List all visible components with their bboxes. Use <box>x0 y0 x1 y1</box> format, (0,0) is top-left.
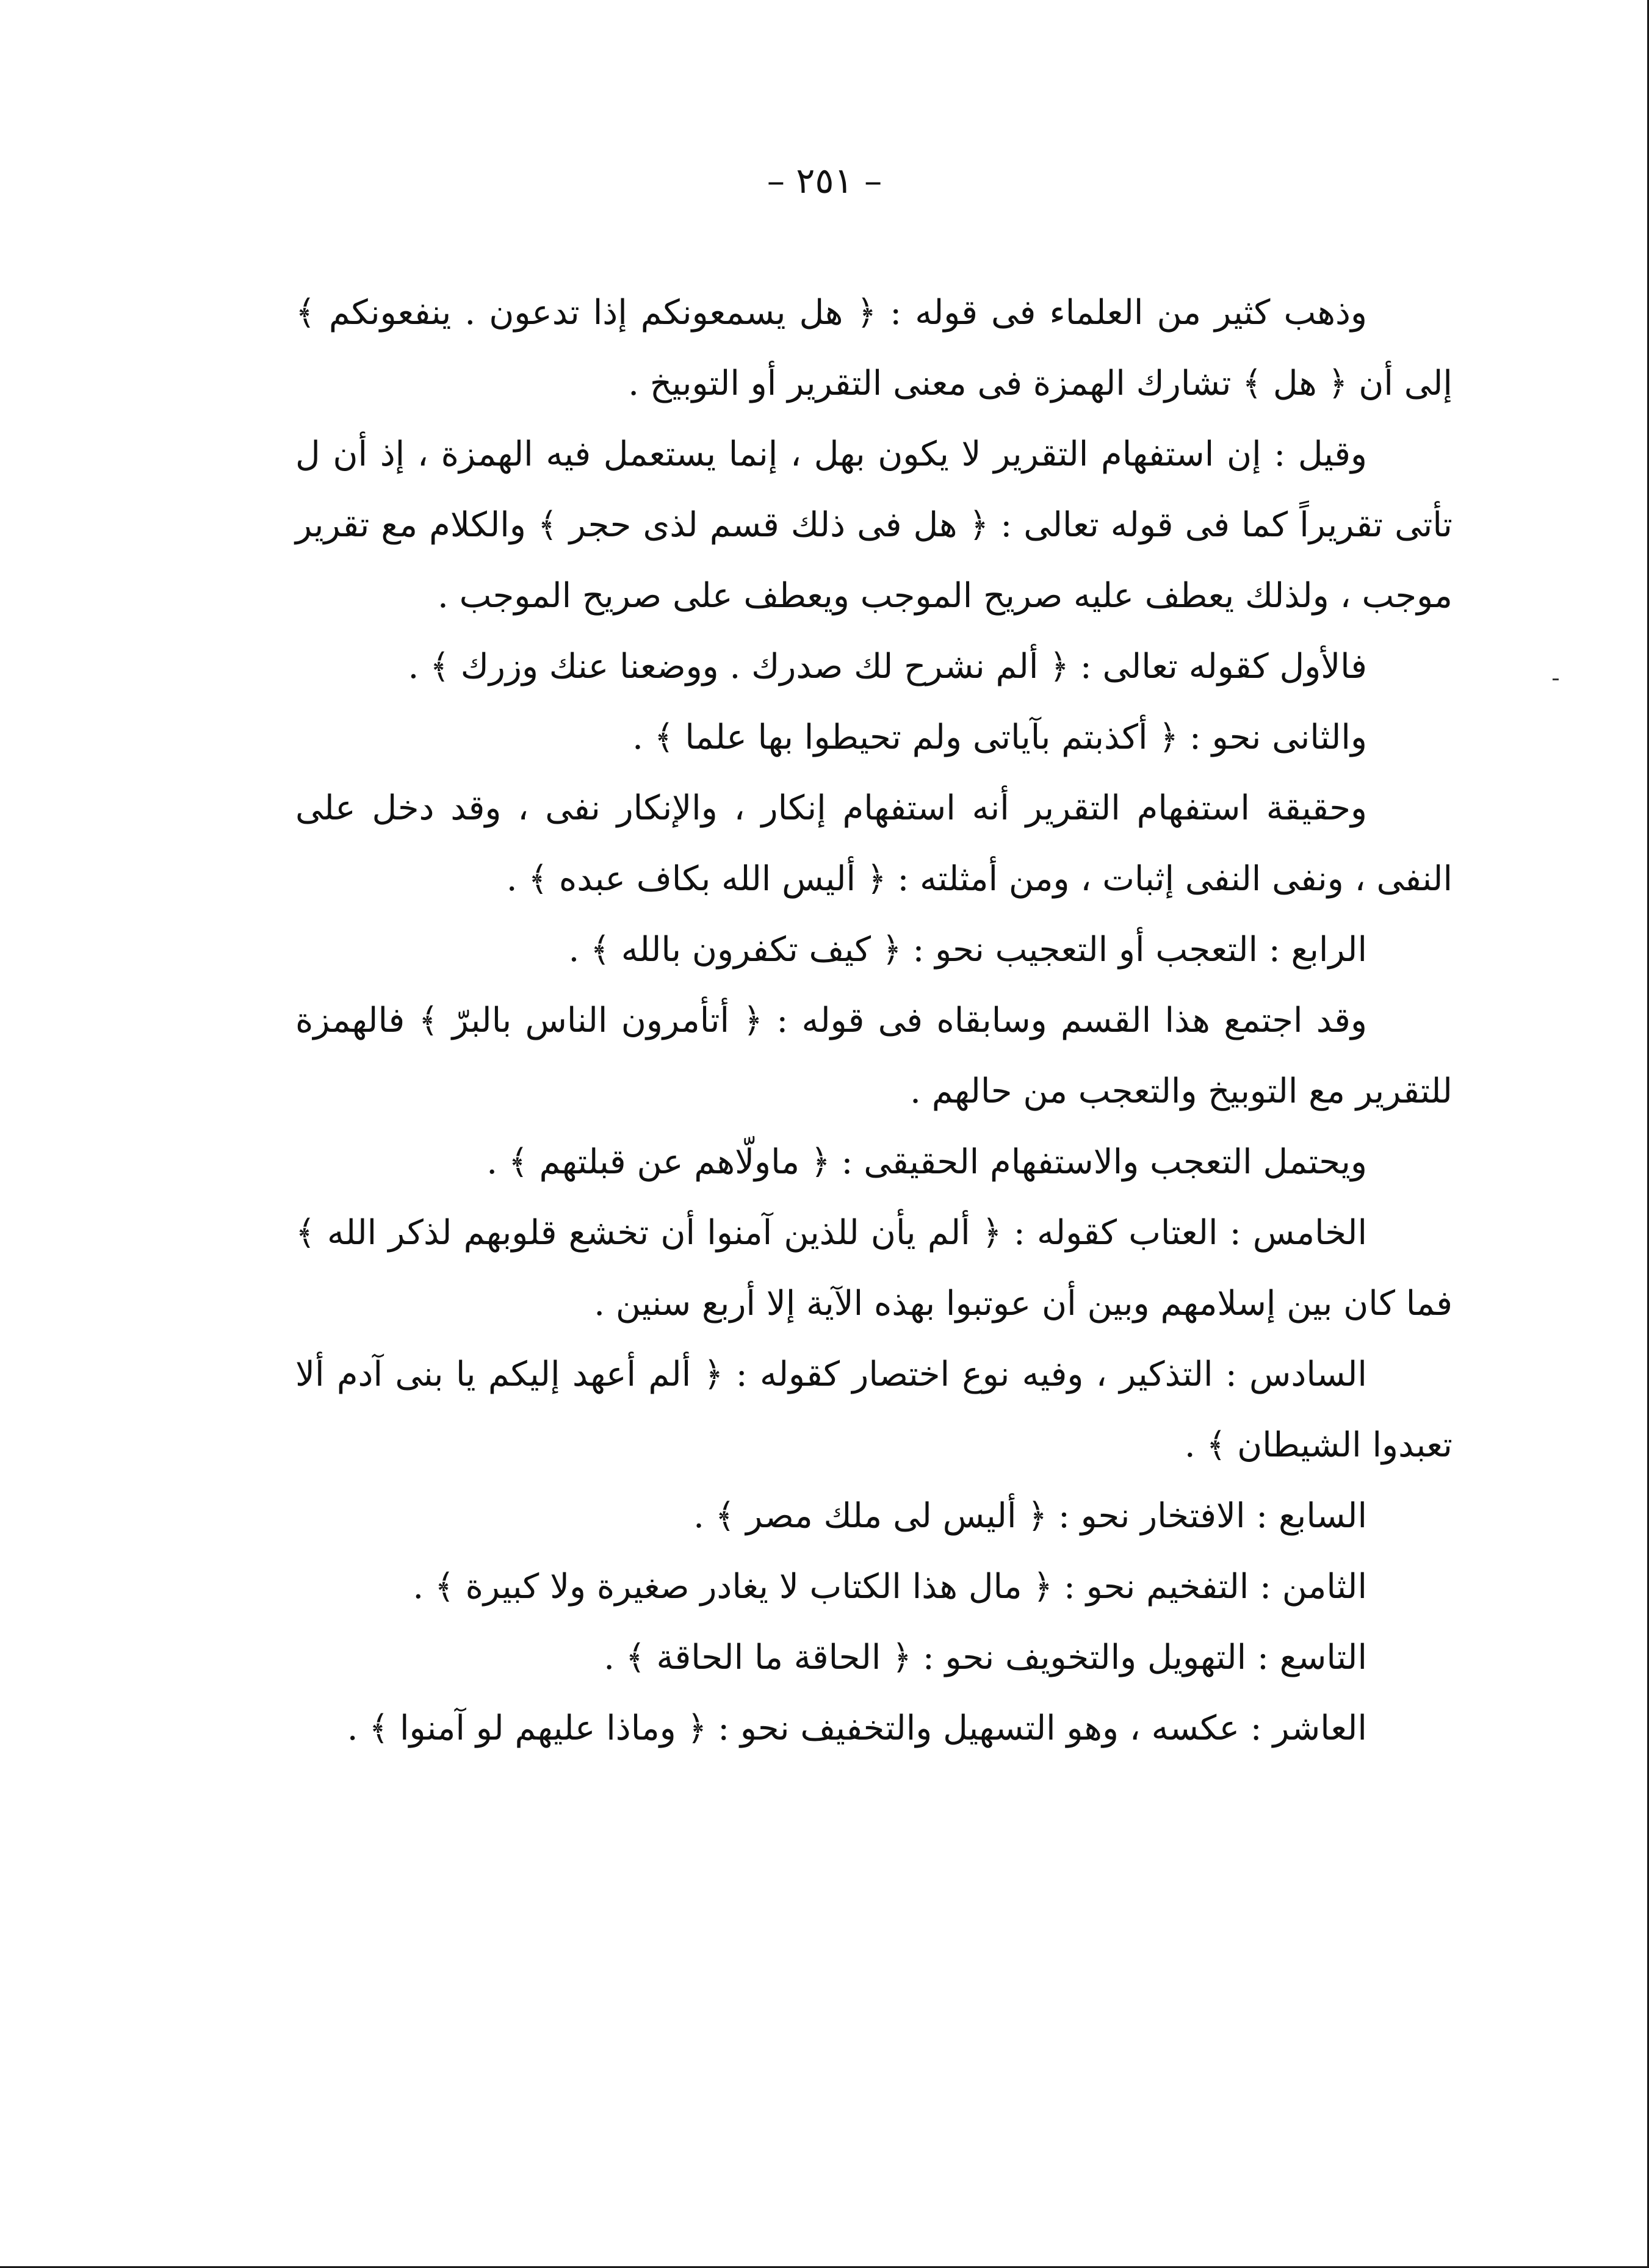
paragraph: السادس : التذكير ، وفيه نوع اختصار كقوله : ﴿ ألم أعهد إليكم يا بنى آدم ألا تعبدوا الشيطان ﴾ . <box>295 1355 1452 1465</box>
paragraph: الرابع : التعجب أو التعجيب نحو : ﴿ كيف تكفرون بالله ﴾ . <box>568 930 1367 970</box>
paragraph: وذهب كثير من العلماء فى قوله : ﴿ هل يسمعونكم إذا تدعون . ينفعونكم ﴾ إلى أن ﴿ هل ﴾ تشارك الهمزة فى معنى التقرير أو التوبيخ . <box>295 293 1452 403</box>
paragraph: وقيل : إن استفهام التقرير لا يكون بهل ، إنما يستعمل فيه الهمزة ، إذ أن ل تأتى تقريراً كما فى قوله تعالى : ﴿ هل فى ذلك قسم لذى حجر ﴾ والكلام مع تقرير موجب ، ولذلك يعطف عليه صريح الموجب ويعطف على صريح الموجب . <box>295 434 1453 616</box>
paragraph: والثانى نحو : ﴿ أكذبتم بآياتى ولم تحيطوا بها علما ﴾ . <box>632 718 1367 757</box>
paragraph: التاسع : التهويل والتخويف نحو : ﴿ الحاقة ما الحاقة ﴾ . <box>604 1638 1367 1677</box>
paragraph: فالأول كقوله تعالى : ﴿ ألم نشرح لك صدرك . ووضعنا عنك وزرك ﴾ . <box>408 647 1367 686</box>
paragraph: ويحتمل التعجب والاستفهام الحقيقى : ﴿ ماولّاهم عن قبلتهم ﴾ . <box>486 1142 1367 1182</box>
margin-mark <box>1553 679 1559 680</box>
paragraph: وحقيقة استفهام التقرير أنه استفهام إنكار ، والإنكار نفى ، وقد دخل على النفى ، ونفى النفى إثبات ، ومن أمثلته : ﴿ أليس الله بكاف عبده ﴾ . <box>295 788 1452 899</box>
paragraph: الثامن : التفخيم نحو : ﴿ مال هذا الكتاب لا يغادر صغيرة ولا كبيرة ﴾ . <box>413 1567 1367 1607</box>
body-text <box>295 278 1452 1764</box>
paragraph: السابع : الافتخار نحو : ﴿ أليس لى ملك مصر ﴾ . <box>693 1496 1367 1536</box>
paragraph: الخامس : العتاب كقوله : ﴿ ألم يأن للذين آمنوا أن تخشع قلوبهم لذكر الله ﴾ فما كان بين إسلامهم وبين أن عوتبوا بهذه الآية إلا أربع سنين . <box>295 1213 1452 1323</box>
paragraph: وقد اجتمع هذا القسم وسابقاه فى قوله : ﴿ أتأمرون الناس بالبرّ ﴾ فالهمزة للتقرير مع التوبيخ والتعجب من حالهم . <box>295 1001 1452 1111</box>
paragraph: العاشر : عكسه ، وهو التسهيل والتخفيف نحو : ﴿ وماذا عليهم لو آمنوا ﴾ . <box>347 1708 1367 1748</box>
page-number: – ٢٥١ – <box>767 160 882 201</box>
